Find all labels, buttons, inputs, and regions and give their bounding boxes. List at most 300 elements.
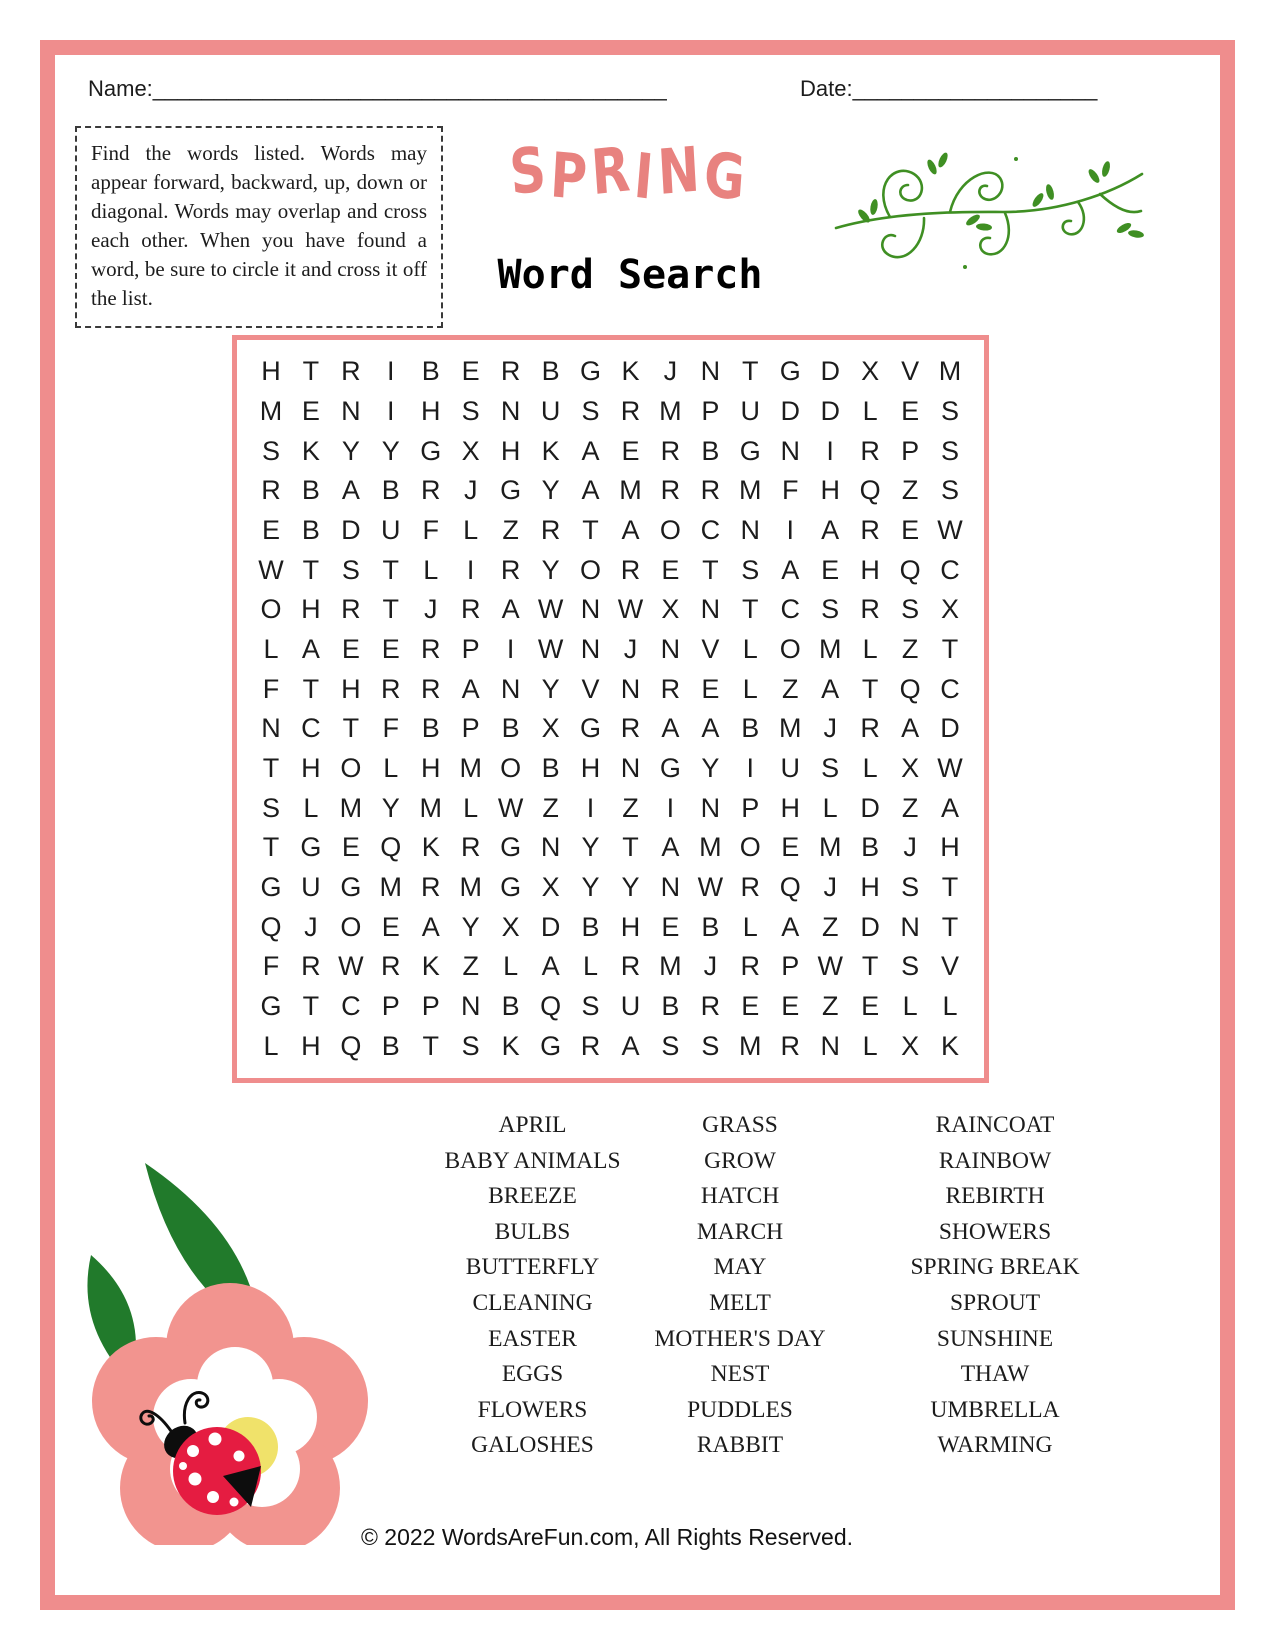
grid-letter: R — [420, 475, 441, 506]
grid-letter: T — [941, 911, 959, 942]
word-list-item: BREEZE — [488, 1183, 577, 1210]
grid-letter: L — [583, 951, 599, 982]
grid-letter: X — [941, 594, 960, 625]
grid-letter: M — [938, 356, 962, 387]
grid-letter: Y — [701, 752, 720, 783]
grid-letter: Z — [542, 792, 559, 823]
grid-letter: M — [259, 395, 283, 426]
grid-letter: A — [941, 792, 960, 823]
grid-letter: B — [741, 713, 760, 744]
name-line: __________________________________________ — [152, 76, 667, 101]
grid-letter: B — [301, 514, 320, 545]
grid-letter: Z — [781, 673, 799, 704]
grid-letter: R — [460, 594, 481, 625]
grid-letter: R — [580, 1030, 601, 1061]
grid-letter: O — [580, 554, 602, 585]
grid-letter: A — [421, 911, 440, 942]
grid-letter: A — [821, 673, 840, 704]
grid-letter: R — [620, 395, 641, 426]
grid-letter: R — [620, 951, 641, 982]
grid-letter: N — [660, 633, 681, 664]
grid-letter: S — [701, 1030, 720, 1061]
grid-letter: B — [861, 832, 880, 863]
grid-letter: G — [540, 1030, 562, 1061]
word-list-item: GRASS — [702, 1112, 778, 1138]
flower-ladybug-icon — [55, 1135, 405, 1545]
word-list-item: PUDDLES — [687, 1396, 793, 1423]
grid-letter: A — [461, 673, 480, 704]
grid-letter: I — [387, 395, 395, 426]
grid-letter: S — [941, 435, 960, 466]
grid-letter: Q — [340, 1030, 362, 1061]
grid-letter: E — [301, 395, 320, 426]
grid-letter: H — [341, 673, 361, 704]
grid-letter: Y — [541, 673, 560, 704]
grid-letter: S — [941, 395, 960, 426]
grid-letter: O — [779, 633, 801, 664]
grid-letter: E — [901, 514, 920, 545]
grid-letter: Z — [462, 951, 479, 982]
grid-letter: X — [541, 713, 560, 744]
word-list-item: NEST — [710, 1361, 770, 1388]
grid-letter: B — [541, 752, 560, 783]
grid-letter: T — [861, 673, 879, 704]
grid-letter: Z — [622, 792, 639, 823]
page-title — [490, 131, 770, 216]
title-letter: N — [655, 132, 707, 209]
grid-letter: T — [382, 554, 400, 585]
grid-letter: B — [501, 713, 520, 744]
grid-letter: L — [942, 990, 958, 1021]
grid-letter: M — [659, 951, 682, 982]
grid-letter: M — [459, 871, 482, 902]
grid-letter: B — [421, 713, 440, 744]
grid-letter: A — [581, 435, 600, 466]
grid-letter: H — [860, 871, 880, 902]
grid-letter: W — [338, 951, 364, 982]
word-list-item: WARMING — [937, 1432, 1053, 1459]
grid-letter: M — [699, 832, 722, 863]
grid-letter: D — [341, 514, 361, 545]
grid-letter: T — [342, 713, 360, 744]
grid-letter: G — [779, 356, 801, 387]
grid-letter: P — [381, 990, 400, 1021]
grid-letter: D — [940, 713, 960, 744]
grid-letter: O — [739, 832, 761, 863]
grid-letter: E — [901, 395, 920, 426]
grid-letter: S — [741, 554, 760, 585]
grid-letter: D — [820, 395, 840, 426]
grid-letter: W — [537, 594, 564, 625]
grid-letter: N — [540, 832, 561, 863]
grid-letter: S — [581, 395, 600, 426]
grid-letter: Q — [380, 832, 402, 863]
grid-letter: Q — [260, 911, 282, 942]
grid-letter: I — [387, 356, 395, 387]
grid-letter: T — [742, 594, 759, 625]
grid-letter: X — [541, 871, 560, 902]
grid-letter: S — [661, 1030, 680, 1061]
grid-letter: P — [461, 713, 480, 744]
grid-letter: H — [301, 752, 321, 783]
grid-letter: A — [821, 514, 840, 545]
grid-letter: Y — [381, 435, 400, 466]
grid-letter: S — [901, 871, 920, 902]
instructions-box — [75, 126, 443, 328]
grid-letter: Y — [581, 871, 600, 902]
grid-letter: G — [500, 475, 522, 506]
grid-letter: M — [419, 792, 442, 823]
grid-letter: A — [781, 911, 800, 942]
grid-letter: D — [780, 395, 800, 426]
grid-letter: C — [940, 673, 960, 704]
date-field — [800, 76, 1097, 102]
grid-letter: L — [742, 633, 758, 664]
word-list-item: MAY — [713, 1254, 767, 1281]
grid-letter: R — [381, 673, 401, 704]
grid-letter: H — [420, 395, 441, 426]
grid-letter: N — [500, 673, 521, 704]
grid-letter: W — [617, 594, 644, 625]
grid-letter: L — [862, 395, 878, 426]
grid-letter: R — [500, 554, 521, 585]
grid-letter: S — [261, 435, 280, 466]
word-list-item: MELT — [709, 1289, 771, 1316]
grid-letter: S — [941, 475, 960, 506]
grid-letter: J — [823, 871, 837, 902]
grid-letter: N — [620, 673, 641, 704]
grid-letter: J — [623, 633, 638, 664]
grid-letter: Y — [341, 435, 360, 466]
grid-letter: W — [697, 871, 724, 902]
word-list-column-2 — [615, 1108, 865, 1464]
grid-letter: A — [621, 1030, 640, 1061]
grid-letter: X — [501, 911, 520, 942]
grid-letter: R — [420, 871, 441, 902]
grid-letter: B — [381, 1030, 400, 1061]
grid-letter: A — [541, 951, 560, 982]
grid-letter: M — [619, 475, 642, 506]
grid-letter: Y — [381, 792, 400, 823]
grid-letter: W — [258, 554, 284, 585]
grid-letter: W — [937, 514, 963, 545]
grid-letter: B — [581, 911, 600, 942]
grid-letter: X — [901, 1030, 920, 1061]
grid-letter: Z — [502, 514, 519, 545]
word-list-item: FLOWERS — [477, 1396, 588, 1423]
grid-letter: L — [742, 673, 758, 704]
grid-letter: M — [339, 792, 363, 823]
grid-letter: E — [821, 554, 840, 585]
grid-letter: J — [304, 911, 318, 942]
word-list-item: MARCH — [696, 1218, 784, 1245]
grid-letter: E — [661, 911, 680, 942]
grid-letter: J — [423, 594, 438, 625]
page-subtitle: Word Search — [497, 252, 763, 298]
grid-letter: E — [781, 990, 800, 1021]
grid-letter: R — [740, 871, 761, 902]
grid-letter: Y — [581, 832, 600, 863]
grid-letter: T — [622, 832, 639, 863]
grid-letter: S — [901, 594, 920, 625]
grid-letter: R — [420, 633, 441, 664]
grid-letter: P — [421, 990, 440, 1021]
grid-letter: V — [941, 951, 960, 982]
grid-letter: M — [459, 752, 482, 783]
grid-letter: Y — [541, 554, 560, 585]
grid-letter: Y — [461, 911, 480, 942]
grid-letter: T — [262, 832, 280, 863]
grid-letter: L — [822, 792, 838, 823]
grid-letter: M — [818, 832, 842, 863]
grid-letter: C — [341, 990, 361, 1021]
grid-letter: K — [421, 832, 440, 863]
instructions-text: Find the words listed. Words may appear forward, backward, up, down or diagonal. Words may overlap and cross each other. When you have found a word, be sure to circle it and cross it off the list. — [91, 141, 427, 310]
grid-letter: U — [740, 395, 761, 426]
grid-letter: G — [260, 990, 282, 1021]
grid-letter: D — [860, 911, 880, 942]
grid-letter: N — [900, 911, 920, 942]
vine-flourish-icon — [828, 124, 1148, 274]
grid-letter: P — [701, 395, 720, 426]
grid-letter: K — [501, 1030, 520, 1061]
grid-letter: O — [659, 514, 681, 545]
grid-letter: E — [621, 435, 640, 466]
grid-letter: Z — [821, 911, 839, 942]
grid-letter: W — [817, 951, 843, 982]
grid-letter: K — [421, 951, 440, 982]
grid-letter: L — [862, 752, 878, 783]
grid-letter: S — [821, 594, 840, 625]
grid-letter: K — [941, 1030, 960, 1061]
grid-letter: R — [660, 435, 681, 466]
grid-letter: B — [701, 911, 720, 942]
grid-letter: R — [341, 356, 361, 387]
word-list-item: BULBS — [494, 1218, 571, 1245]
grid-letter: R — [500, 356, 521, 387]
grid-letter: G — [659, 752, 681, 783]
word-list-item: REBIRTH — [945, 1183, 1045, 1210]
grid-letter: Q — [779, 871, 801, 902]
word-list-item: RABBIT — [696, 1432, 784, 1459]
grid-letter: K — [301, 435, 320, 466]
word-list-item: RAINCOAT — [935, 1112, 1055, 1138]
grid-letter: I — [466, 554, 475, 585]
grid-letter: N — [700, 594, 721, 625]
grid-letter: T — [302, 673, 320, 704]
grid-letter: C — [700, 514, 721, 545]
grid-letter: H — [780, 792, 800, 823]
grid-letter: R — [860, 594, 880, 625]
word-list-item: EASTER — [488, 1325, 577, 1352]
grid-letter: U — [381, 514, 401, 545]
grid-letter: U — [780, 752, 800, 783]
date-line: ____________________ — [852, 76, 1098, 101]
grid-letter: I — [786, 514, 794, 545]
grid-letter: E — [381, 911, 400, 942]
grid-letter: S — [901, 951, 920, 982]
grid-letter: O — [500, 752, 522, 783]
title-letter: I — [631, 138, 661, 215]
grid-letter: B — [701, 435, 720, 466]
grid-letter: A — [621, 514, 640, 545]
grid-letter: O — [340, 911, 362, 942]
grid-letter: L — [463, 514, 479, 545]
grid-letter: T — [861, 951, 879, 982]
grid-letter: N — [460, 990, 481, 1021]
grid-letter: Z — [901, 633, 919, 664]
grid-letter: O — [340, 752, 362, 783]
grid-letter: A — [701, 713, 720, 744]
grid-letter: J — [823, 713, 837, 744]
grid-letter: R — [860, 435, 880, 466]
grid-letter: N — [820, 1030, 840, 1061]
grid-letter: P — [901, 435, 920, 466]
grid-letter: J — [903, 832, 917, 863]
grid-letter: J — [663, 356, 678, 387]
grid-letter: E — [861, 990, 880, 1021]
grid-letter: R — [381, 951, 401, 982]
grid-letter: I — [666, 792, 675, 823]
grid-letter: N — [261, 713, 281, 744]
grid-letter: H — [580, 752, 601, 783]
grid-letter: H — [301, 1030, 321, 1061]
grid-letter: H — [500, 435, 521, 466]
grid-letter: U — [301, 871, 321, 902]
grid-letter: M — [739, 1030, 762, 1061]
grid-letter: O — [260, 594, 282, 625]
grid-letter: M — [739, 475, 762, 506]
grid-letter: W — [937, 752, 963, 783]
grid-letter: P — [461, 633, 480, 664]
grid-letter: T — [302, 356, 320, 387]
grid-letter: A — [501, 594, 520, 625]
grid-letter: V — [701, 633, 720, 664]
grid-letter: Q — [899, 673, 921, 704]
copyright-text: © 2022 WordsAreFun.com, All Rights Reserved. — [360, 1524, 854, 1550]
grid-letter: A — [301, 633, 320, 664]
grid-letter: A — [661, 832, 680, 863]
grid-letter: P — [781, 951, 800, 982]
grid-letter: Y — [621, 871, 640, 902]
grid-letter: L — [263, 633, 279, 664]
word-list-item: SUNSHINE — [936, 1325, 1054, 1352]
word-list-item: SPROUT — [949, 1289, 1041, 1316]
grid-letter: T — [302, 554, 320, 585]
grid-letter: M — [778, 713, 802, 744]
grid-letter: A — [341, 475, 360, 506]
grid-letter: Q — [899, 554, 921, 585]
grid-letter: S — [821, 752, 840, 783]
grid-letter: T — [941, 633, 959, 664]
grid-letter: L — [303, 792, 319, 823]
grid-letter: L — [463, 792, 479, 823]
grid-letter: B — [301, 475, 320, 506]
grid-letter: R — [341, 594, 361, 625]
grid-letter: N — [500, 395, 521, 426]
grid-letter: N — [341, 395, 361, 426]
word-list-item: APRIL — [498, 1112, 567, 1138]
grid-letter: R — [660, 475, 681, 506]
grid-letter: T — [422, 1030, 439, 1061]
grid-letter: C — [940, 554, 960, 585]
grid-letter: S — [461, 1030, 480, 1061]
grid-letter: E — [341, 633, 360, 664]
grid-letter: E — [781, 832, 800, 863]
grid-letter: R — [261, 475, 281, 506]
grid-letter: M — [659, 395, 682, 426]
grid-letter: H — [420, 752, 441, 783]
grid-letter: A — [901, 713, 920, 744]
grid-letter: S — [341, 554, 360, 585]
grid-letter: E — [461, 356, 480, 387]
title-letter: R — [589, 131, 638, 210]
grid-letter: R — [540, 514, 561, 545]
grid-letter: C — [780, 594, 800, 625]
grid-letter: R — [460, 832, 481, 863]
grid-letter: T — [262, 752, 280, 783]
word-list-item: CLEANING — [472, 1289, 593, 1316]
grid-letter: G — [340, 871, 362, 902]
grid-letter: B — [501, 990, 520, 1021]
grid-letter: L — [902, 990, 918, 1021]
grid-letter: U — [540, 395, 561, 426]
word-list-item: GALOSHES — [471, 1432, 594, 1459]
grid-letter: E — [661, 554, 680, 585]
title-letter: S — [507, 131, 554, 210]
grid-letter: J — [703, 951, 718, 982]
name-label: Name: — [88, 76, 153, 101]
grid-letter: G — [580, 356, 602, 387]
grid-letter: N — [780, 435, 800, 466]
grid-letter: I — [826, 435, 834, 466]
grid-letter: F — [422, 514, 439, 545]
grid-letter: S — [261, 792, 280, 823]
grid-letter: L — [862, 633, 878, 664]
word-list-item: HATCH — [700, 1183, 780, 1210]
grid-letter: R — [660, 673, 681, 704]
grid-letter: E — [381, 633, 400, 664]
grid-letter: X — [861, 356, 880, 387]
name-field — [88, 76, 667, 102]
word-list-item: SPRING BREAK — [910, 1254, 1080, 1281]
grid-letter: N — [660, 871, 681, 902]
grid-letter: H — [940, 832, 960, 863]
grid-letter: Z — [901, 475, 919, 506]
grid-letter: E — [341, 832, 360, 863]
word-list-column-3 — [865, 1108, 1125, 1464]
grid-letter: S — [581, 990, 600, 1021]
word-list-item: SHOWERS — [938, 1218, 1052, 1245]
grid-letter: T — [582, 514, 599, 545]
grid-letter: T — [941, 871, 959, 902]
grid-letter: K — [621, 356, 640, 387]
title-letter: P — [548, 138, 594, 215]
grid-letter: H — [301, 594, 321, 625]
grid-letter: D — [540, 911, 561, 942]
grid-letter: V — [901, 356, 920, 387]
grid-letter: R — [620, 713, 641, 744]
grid-letter: L — [503, 951, 519, 982]
word-list-item: RAINBOW — [938, 1147, 1052, 1174]
word-list-item: EGGS — [501, 1361, 564, 1388]
grid-letter: N — [580, 594, 601, 625]
grid-letter: T — [742, 356, 759, 387]
grid-letter: G — [500, 832, 522, 863]
grid-letter: K — [541, 435, 560, 466]
grid-letter: F — [262, 673, 280, 704]
grid-letter: E — [261, 514, 280, 545]
